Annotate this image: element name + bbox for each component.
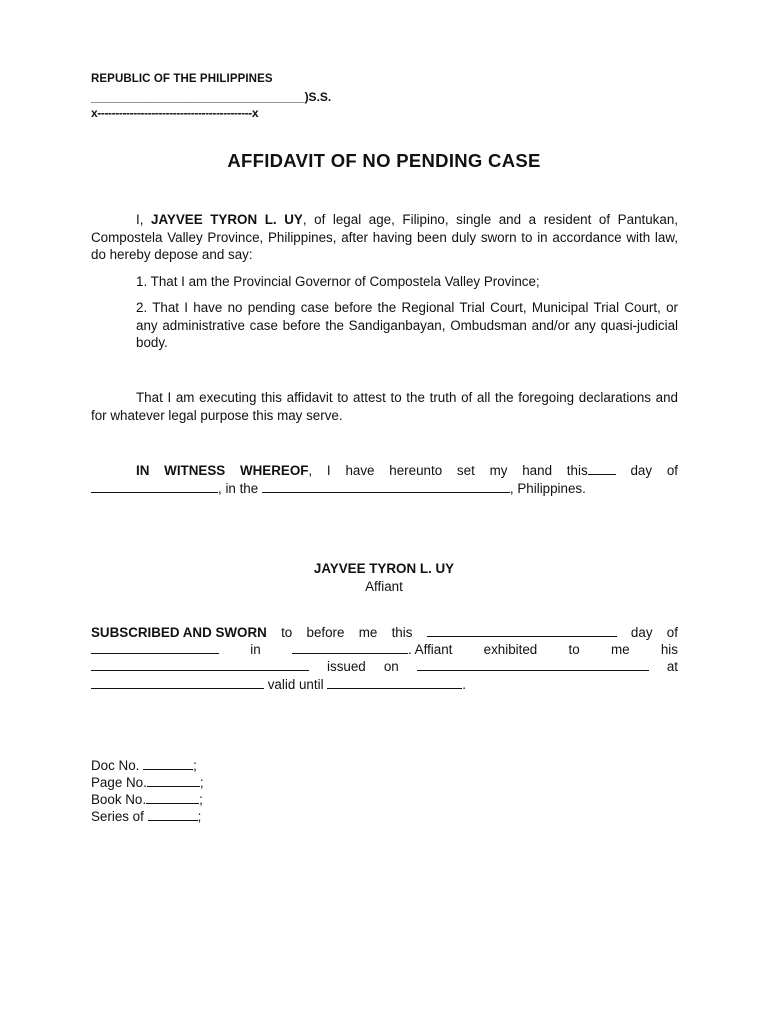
jurat-word: to <box>568 642 580 657</box>
jurat-word: of <box>666 625 678 640</box>
venue-line: ________________________________)S.S. <box>91 90 332 104</box>
jurat-row-4 <box>91 675 466 692</box>
item-2: 2. That I have no pending case before the Regional Trial Court, Municipal Trial Court, or any administrative case before the Sandiganbayan, Ombudsman and/or any quasi-judicial body. <box>136 300 678 351</box>
jurat-word: . <box>462 677 466 692</box>
jurat-day-blank <box>427 623 617 637</box>
jurat-row-2 <box>91 640 678 657</box>
jurat-word: in <box>250 642 261 657</box>
jurat-location-blank <box>91 675 264 689</box>
series-of-line <box>91 807 201 824</box>
jurat-issued-blank <box>417 657 649 671</box>
doc-no-blank <box>143 756 193 770</box>
jurat-word: on <box>383 659 399 674</box>
jurat-word: valid until <box>264 677 328 692</box>
series-of-blank <box>148 807 198 821</box>
attest-paragraph: That I am executing this affidavit to attest to the truth of all the foregoing declarations and for whatever legal purpose this may serve. <box>91 390 678 423</box>
jurat-word: issued <box>327 659 366 674</box>
signature-role: Affiant <box>365 579 403 594</box>
witness-text-3: , in the <box>218 481 262 496</box>
signature-name: JAYVEE TYRON L. UY <box>313 561 455 576</box>
page-no-label: Page No. <box>91 775 147 790</box>
republic-heading: REPUBLIC OF THE PHILIPPINES <box>91 73 273 85</box>
jurat-month-blank <box>91 640 219 654</box>
month-year-blank <box>91 479 218 493</box>
page-no-blank <box>147 773 200 787</box>
doc-no-label: Doc No. <box>91 758 144 773</box>
jurat-word: at <box>666 659 678 674</box>
witness-text-2: day of <box>615 463 678 478</box>
witness-line-1 <box>91 461 678 480</box>
book-no-label: Book No. <box>91 792 147 807</box>
line-end: ; <box>199 792 203 807</box>
jurat-word: day <box>630 625 653 640</box>
jurat-word: exhibited <box>483 642 538 657</box>
jurat-word: me <box>610 642 630 657</box>
witness-heading: IN WITNESS WHEREOF <box>136 463 309 478</box>
jurat-word: this <box>391 625 413 640</box>
intro-text: , of legal age, Filipino, single and a resident of Pantukan, Compostela Valley Province, Philippines, after having been duly sworn to in accordance with law, do hereby depose and say: <box>91 212 678 263</box>
jurat-word: before <box>306 625 345 640</box>
jurat-row-3 <box>91 657 678 674</box>
book-no-blank <box>146 790 199 804</box>
jurat-word: me <box>358 625 378 640</box>
witness-text-4: , Philippines. <box>509 481 586 496</box>
witness-line-2 <box>91 479 586 496</box>
book-no-line <box>91 790 203 807</box>
line-end: ; <box>199 775 204 790</box>
page-title: AFFIDAVIT OF NO PENDING CASE <box>227 150 541 171</box>
jurat-word: to <box>281 625 293 640</box>
jurat-place-blank <box>292 640 408 654</box>
place-blank <box>262 479 510 493</box>
jurat-word: his <box>660 642 678 657</box>
day-blank <box>588 461 616 475</box>
line-end: ; <box>197 809 202 824</box>
line-end: ; <box>193 758 197 773</box>
jurat-row-1 <box>91 623 678 640</box>
jurat-id-blank <box>91 657 309 671</box>
x-line: x-------------------------------------------x <box>91 106 259 120</box>
intro-paragraph <box>91 211 678 264</box>
jurat-heading: SUBSCRIBED AND SWORN <box>91 625 267 640</box>
affiant-name-inline: JAYVEE TYRON L. UY <box>151 212 303 227</box>
doc-no-line <box>91 756 197 773</box>
page-no-line <box>91 773 204 790</box>
series-of-label: Series of <box>91 809 148 824</box>
item-1: 1. That I am the Provincial Governor of Compostela Valley Province; <box>136 274 540 289</box>
jurat-word: . Affiant <box>407 642 453 657</box>
witness-text-1: , I have hereunto set my hand this <box>308 463 588 478</box>
jurat-validity-blank <box>327 675 462 689</box>
intro-prefix: I, <box>136 212 152 227</box>
